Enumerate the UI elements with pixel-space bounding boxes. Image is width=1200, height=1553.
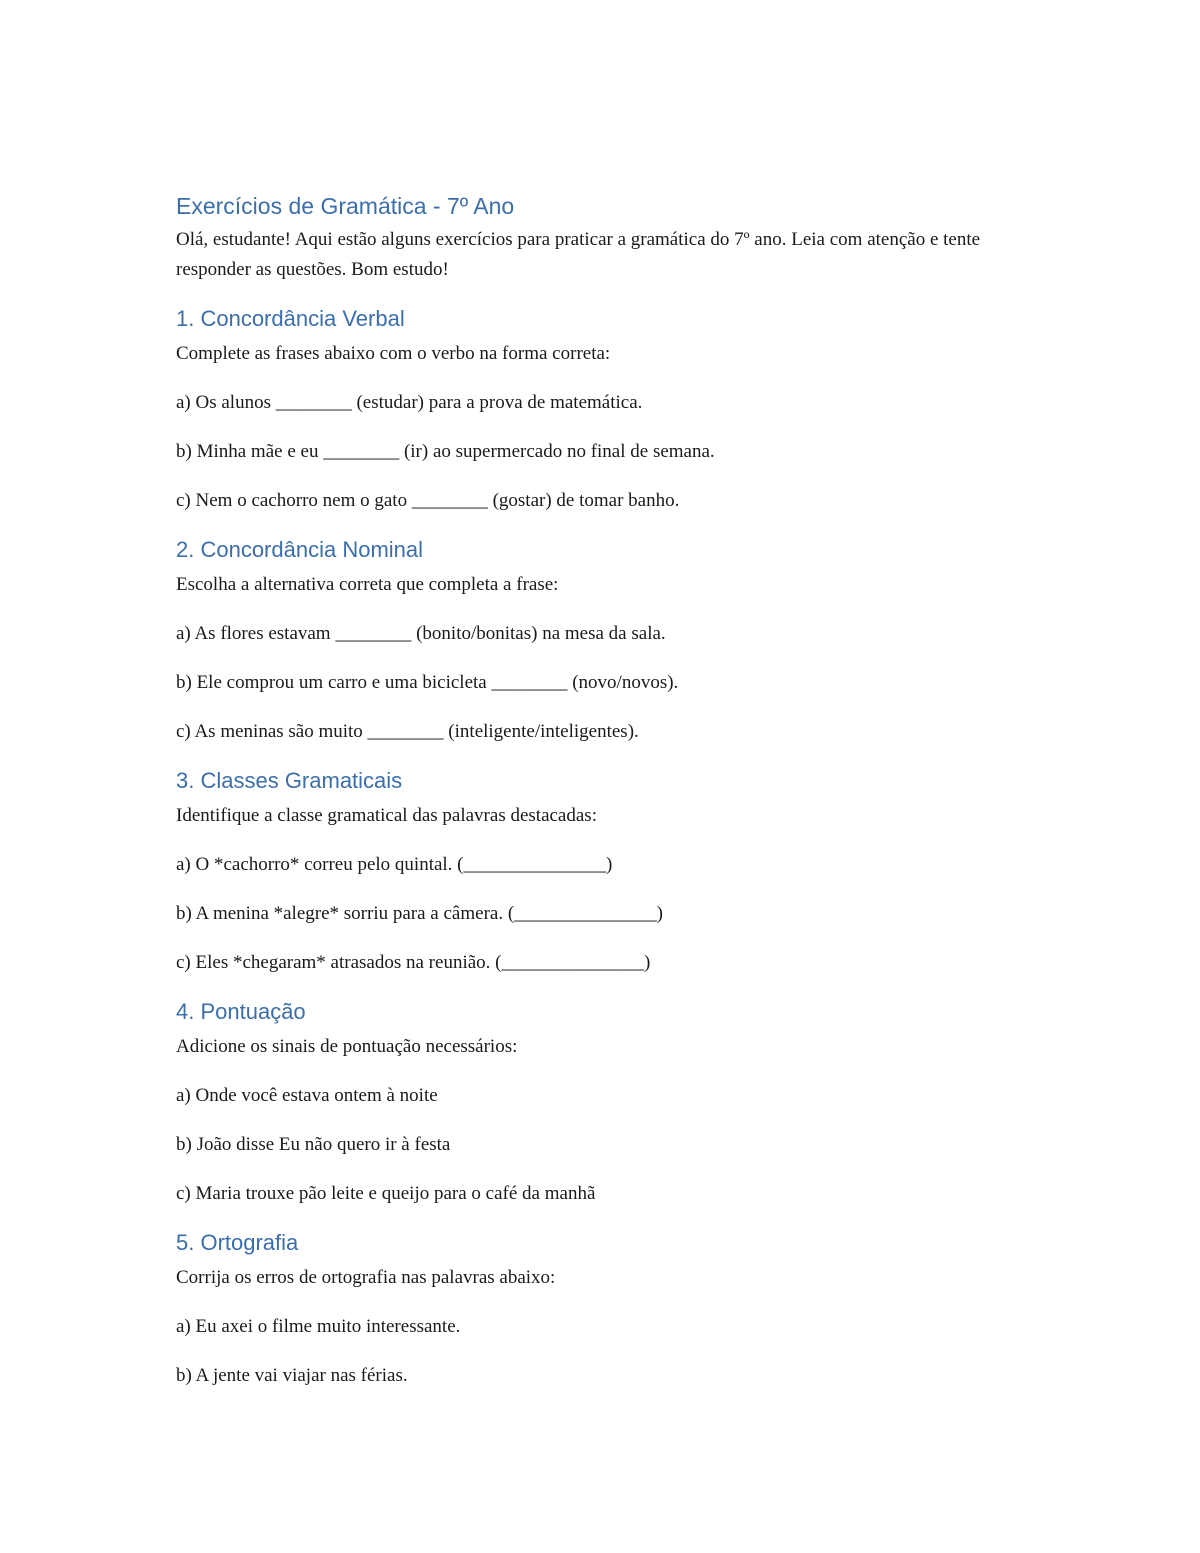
exercise-item: a) As flores estavam ________ (bonito/bonitas) na mesa da sala. [176, 623, 666, 644]
section-instruction: Adicione os sinais de pontuação necessários: [176, 1036, 518, 1057]
exercise-item: b) João disse Eu não quero ir à festa [176, 1134, 451, 1155]
exercise-item: a) Onde você estava ontem à noite [176, 1085, 438, 1106]
section-pontuacao [176, 997, 1036, 1209]
section-title: 1. Concordância Verbal [176, 306, 405, 331]
exercise-item: b) Minha mãe e eu ________ (ir) ao supermercado no final de semana. [176, 441, 715, 462]
section-title: 4. Pontuação [176, 999, 306, 1024]
exercise-item: c) Eles *chegaram* atrasados na reunião. (_______________) [176, 952, 651, 973]
exercise-item: a) Eu axei o filme muito interessante. [176, 1316, 461, 1337]
section-title: 5. Ortografia [176, 1230, 299, 1255]
exercise-item: a) O *cachorro* correu pelo quintal. (_______________) [176, 854, 613, 875]
exercise-item: b) A menina *alegre* sorriu para a câmera. (_______________) [176, 903, 663, 924]
exercise-item: a) Os alunos ________ (estudar) para a prova de matemática. [176, 392, 643, 413]
exercise-item: b) A jente vai viajar nas férias. [176, 1365, 408, 1386]
exercise-item: c) Nem o cachorro nem o gato ________ (gostar) de tomar banho. [176, 490, 680, 511]
section-title: 3. Classes Gramaticais [176, 768, 403, 793]
section-ortografia [176, 1228, 1036, 1391]
document-page [176, 190, 1036, 1391]
section-instruction: Corrija os erros de ortografia nas palavras abaixo: [176, 1267, 556, 1288]
section-title: 2. Concordância Nominal [176, 537, 424, 562]
exercise-item: c) As meninas são muito ________ (inteligente/inteligentes). [176, 721, 639, 742]
section-concordancia-nominal [176, 535, 1036, 747]
section-concordancia-verbal [176, 304, 1036, 516]
section-instruction: Escolha a alternativa correta que completa a frase: [176, 574, 559, 595]
intro-paragraph: Olá, estudante! Aqui estão alguns exercícios para praticar a gramática do 7º ano. Leia com atenção e tente responder as questões. Bom estudo! [176, 229, 981, 280]
exercise-item: b) Ele comprou um carro e uma bicicleta ________ (novo/novos). [176, 672, 679, 693]
section-classes-gramaticais [176, 766, 1036, 978]
document-title: Exercícios de Gramática - 7º Ano [176, 193, 515, 219]
section-instruction: Complete as frases abaixo com o verbo na forma correta: [176, 343, 611, 364]
exercise-item: c) Maria trouxe pão leite e queijo para o café da manhã [176, 1183, 596, 1204]
section-instruction: Identifique a classe gramatical das palavras destacadas: [176, 805, 597, 826]
